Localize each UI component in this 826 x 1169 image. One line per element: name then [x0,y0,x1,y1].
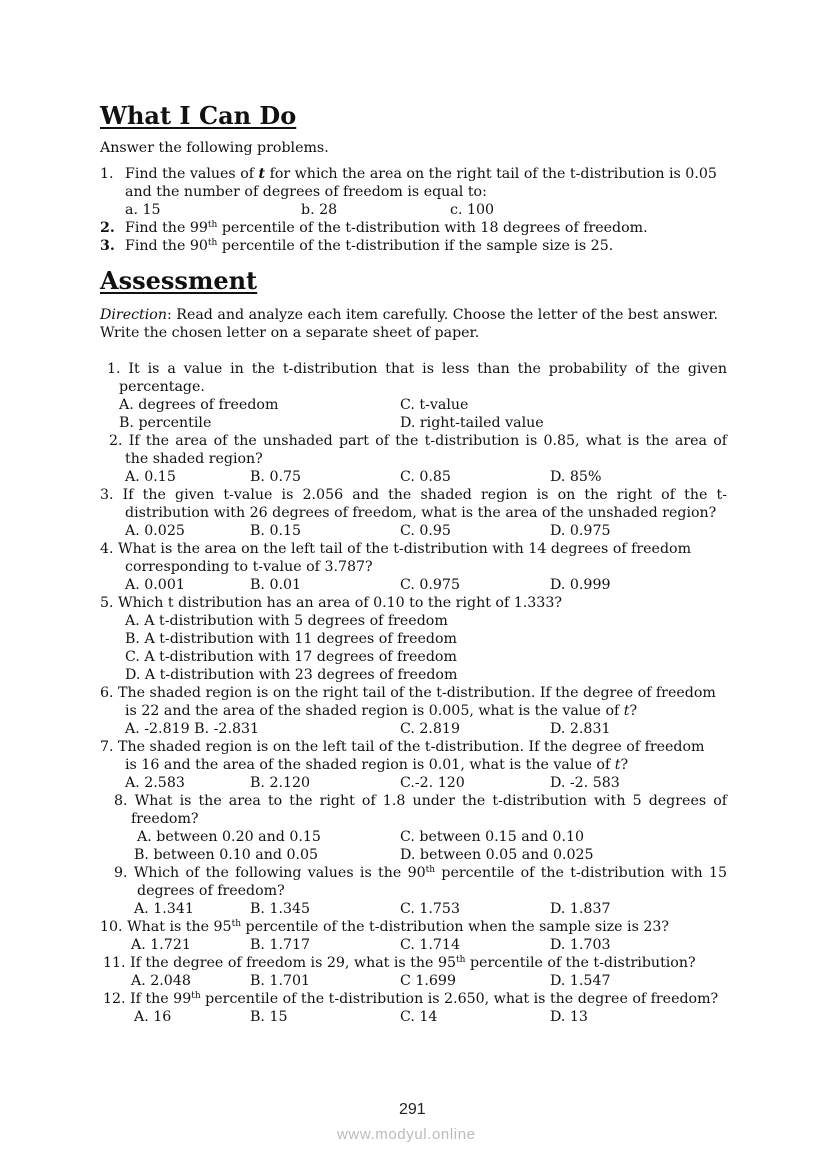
item-6-choice-ab: A. -2.819 B. -2.831 [125,721,260,737]
item-4-choice-c: C. 0.975 [400,577,460,593]
item-9-line-1: 9. Which of the following values is the 90th percentile of the t-distribution with 15 [114,865,727,881]
item-9-choice-c: C. 1.753 [400,901,460,917]
item-9-choice-b: B. 1.345 [250,901,311,917]
item-8-choice-d: D. between 0.05 and 0.025 [400,847,594,863]
item-2-choice-d: D. 85% [550,469,602,485]
item-7-choice-d: D. -2. 583 [550,775,620,791]
item-7-line-2: is 16 and the area of the shaded region is 0.01, what is the value of t? [125,757,629,773]
item-4-line-1: 4. What is the area on the left tail of the t-distribution with 14 degrees of freedom [100,541,692,557]
item-12-choice-a: A. 16 [134,1009,172,1025]
item-10-line-1: 10. What is the 95th percentile of the t-distribution when the sample size is 23? [100,919,670,935]
item-1-choice-a: A. degrees of freedom [119,397,279,413]
problem-2-number: 2. [100,220,115,236]
item-7-choice-a: A. 2.583 [125,775,185,791]
item-3-choice-a: A. 0.025 [125,523,185,539]
item-11-choice-c: C 1.699 [400,973,456,989]
item-4-choice-b: B. 0.01 [250,577,302,593]
page-number: 291 [399,1101,426,1118]
item-10-choice-c: C. 1.714 [400,937,460,953]
item-3-choice-d: D. 0.975 [550,523,611,539]
item-5-choice-b: B. A t-distribution with 11 degrees of freedom [125,631,457,647]
section-title-assessment: Assessment [100,266,258,295]
item-9-line-2: degrees of freedom? [137,883,285,899]
item-10-choice-a: A. 1.721 [131,937,191,953]
item-3-choice-c: C. 0.95 [400,523,451,539]
item-6-choice-d: D. 2.831 [550,721,611,737]
item-2-line-1: 2. If the area of the unshaded part of the t-distribution is 0.85, what is the area of [109,433,727,449]
item-12-choice-d: D. 13 [550,1009,588,1025]
item-10-choice-b: B. 1.717 [250,937,311,953]
problem-1-line-2: and the number of degrees of freedom is equal to: [125,184,487,200]
item-6-line-2: is 22 and the area of the shaded region is 0.005, what is the value of t? [125,703,638,719]
item-11-line-1: 11. If the degree of freedom is 29, what is the 95th percentile of the t-distribution? [103,955,696,971]
item-3-choice-b: B. 0.15 [250,523,302,539]
item-7-choice-c: C.-2. 120 [400,775,465,791]
problem-1-number: 1. [100,166,114,182]
item-11-choice-d: D. 1.547 [550,973,611,989]
problem-1-option-b: b. 28 [301,202,338,218]
item-4-choice-d: D. 0.999 [550,577,611,593]
section-title-what-i-can-do: What I Can Do [100,101,297,130]
item-2-choice-c: C. 0.85 [400,469,451,485]
item-1-choice-c: C. t-value [400,397,469,413]
problem-3-number: 3. [100,238,115,254]
item-12-line-1: 12. If the 99th percentile of the t-distribution is 2.650, what is the degree of freedom? [103,991,719,1007]
problem-1-option-c: c. 100 [450,202,495,218]
item-8-line-2: freedom? [131,811,199,827]
what-i-can-do-intro: Answer the following problems. [100,140,329,156]
item-7-choice-b: B. 2.120 [250,775,311,791]
item-1-choice-d: D. right-tailed value [400,415,544,431]
problem-1-option-a: a. 15 [125,202,161,218]
item-5-choice-d: D. A t-distribution with 23 degrees of freedom [125,667,458,683]
problem-2-text: Find the 99th percentile of the t-distribution with 18 degrees of freedom. [125,220,648,236]
item-8-line-1: 8. What is the area to the right of 1.8 under the t-distribution with 5 degrees of [114,793,727,809]
item-2-choice-b: B. 0.75 [250,469,302,485]
assessment-direction-line-2: Write the chosen letter on a separate sheet of paper. [100,325,480,341]
item-12-choice-b: B. 15 [250,1009,288,1025]
item-8-choice-b: B. between 0.10 and 0.05 [134,847,319,863]
item-2-choice-a: A. 0.15 [125,469,176,485]
item-11-choice-a: A. 2.048 [131,973,191,989]
item-8-choice-c: C. between 0.15 and 0.10 [400,829,585,845]
item-9-choice-d: D. 1.837 [550,901,611,917]
item-12-choice-c: C. 14 [400,1009,438,1025]
problem-1-line-1: Find the values of t for which the area on the right tail of the t-distribution is 0.05 [125,166,717,182]
item-3-line-1: 3. If the given t-value is 2.056 and the shaded region is on the right of the t- [100,487,727,503]
item-4-line-2: corresponding to t-value of 3.787? [125,559,373,575]
problem-3-text: Find the 90th percentile of the t-distribution if the sample size is 25. [125,238,614,254]
item-7-line-1: 7. The shaded region is on the left tail of the t-distribution. If the degree of freedom [100,739,705,755]
item-2-line-2: the shaded region? [125,451,263,467]
assessment-direction-line-1: Direction: Read and analyze each item carefully. Choose the letter of the best answer. [100,307,718,323]
item-5-choice-c: C. A t-distribution with 17 degrees of freedom [125,649,457,665]
item-3-line-2: distribution with 26 degrees of freedom, what is the area of the unshaded region? [125,505,717,521]
item-6-line-1: 6. The shaded region is on the right tail of the t-distribution. If the degree of freedom [100,685,716,701]
item-10-choice-d: D. 1.703 [550,937,611,953]
item-8-choice-a: A. between 0.20 and 0.15 [137,829,321,845]
watermark-text: www.modyul.online [337,1126,476,1143]
item-11-choice-b: B. 1.701 [250,973,311,989]
item-9-choice-a: A. 1.341 [134,901,194,917]
item-6-choice-c: C. 2.819 [400,721,460,737]
item-5-choice-a: A. A t-distribution with 5 degrees of freedom [125,613,448,629]
item-5-line-1: 5. Which t distribution has an area of 0.10 to the right of 1.333? [100,595,562,611]
item-1-line-2: percentage. [119,379,205,395]
item-1-choice-b: B. percentile [119,415,212,431]
item-4-choice-a: A. 0.001 [125,577,185,593]
item-1-line-1: 1. It is a value in the t-distribution that is less than the probability of the given [107,361,727,377]
